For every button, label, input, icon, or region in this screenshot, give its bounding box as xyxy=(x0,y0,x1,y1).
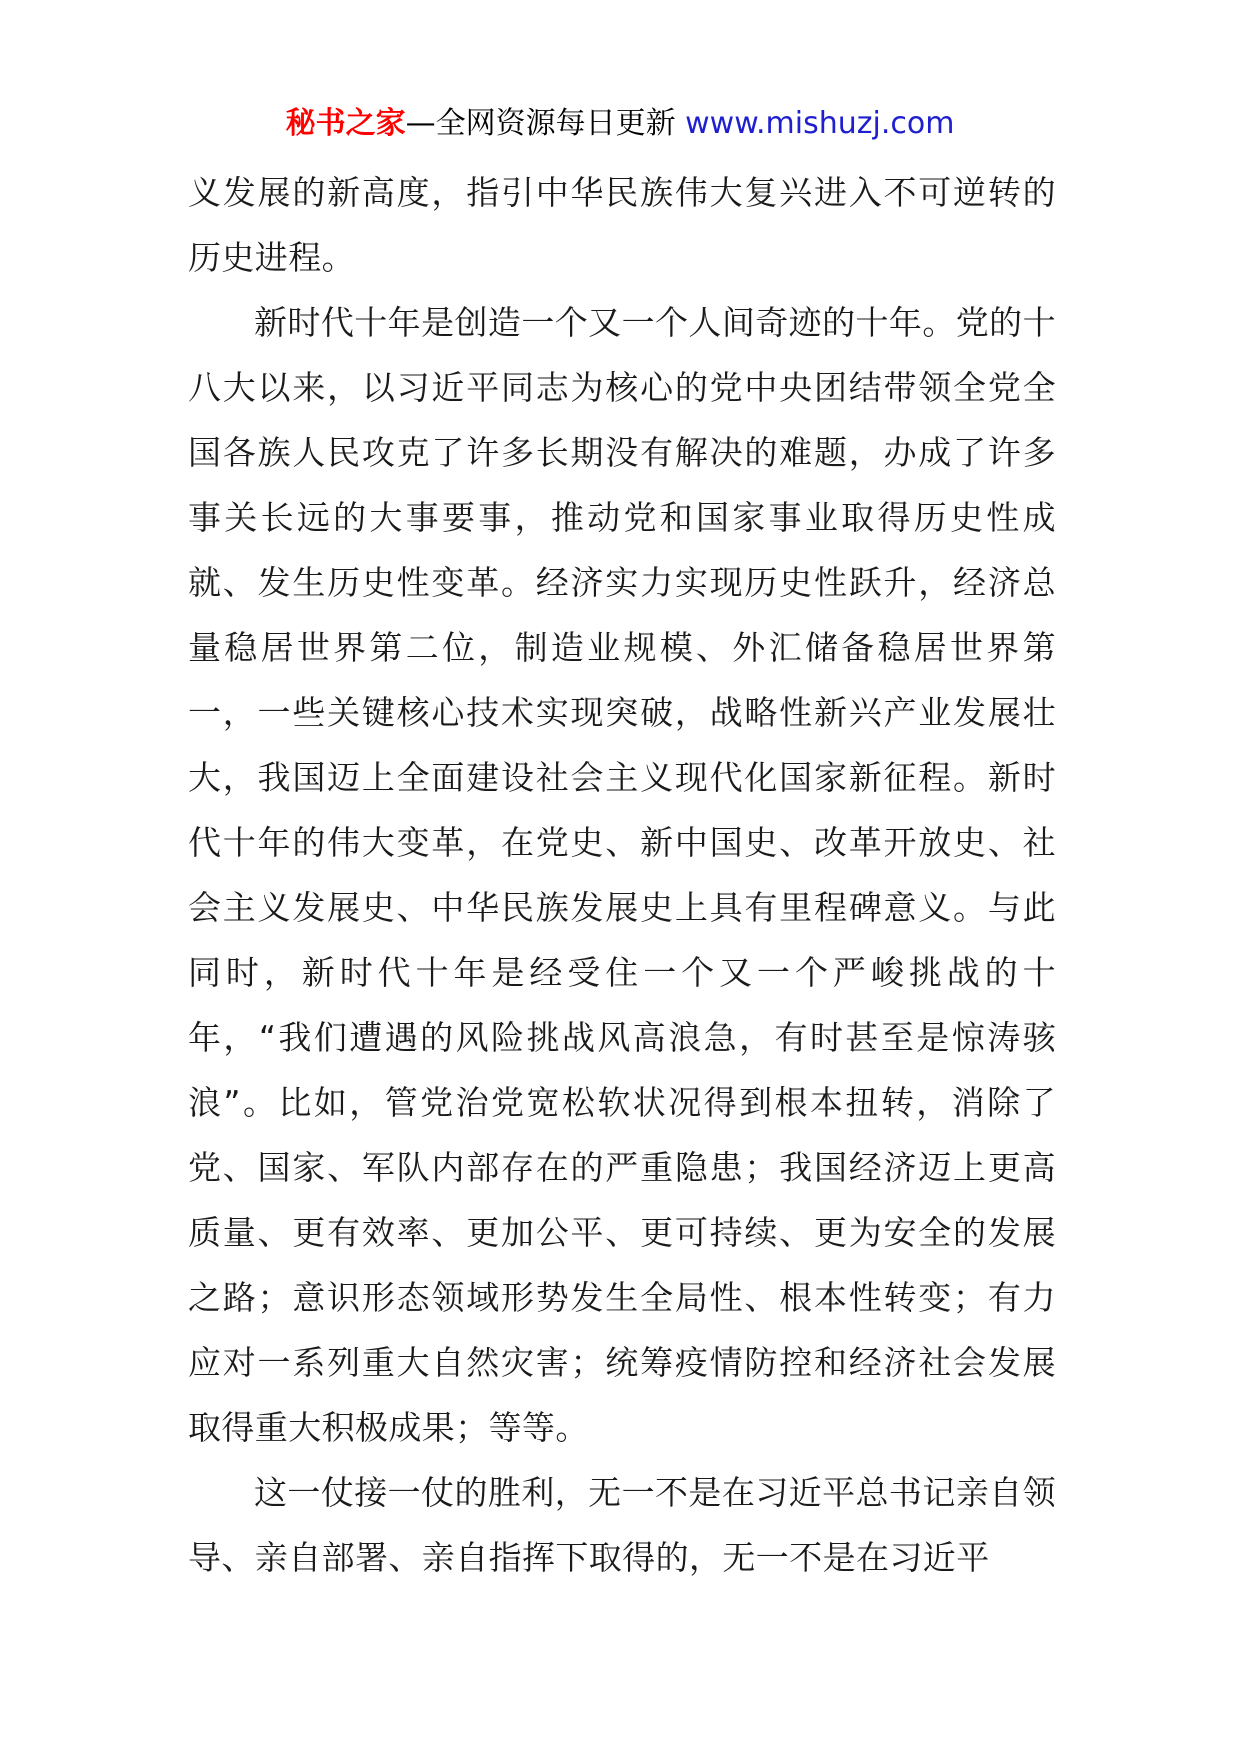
header-tagline: —全网资源每日更新 xyxy=(405,106,686,141)
paragraph-victories: 这一仗接一仗的胜利，无一不是在习近平总书记亲自领导、亲自部署、亲自指挥下取得的，无一不是在习近平 xyxy=(188,1473,1056,1577)
site-url-link[interactable]: www.mishuzj.com xyxy=(685,106,955,141)
paragraph-new-era: 新时代十年是创造一个又一个人间奇迹的十年。党的十八大以来，以习近平同志为核心的党中央团结带领全党全国各族人民攻克了许多长期没有解决的难题，办成了许多事关长远的大事要事，推动党和国家事业取得历史性成就、发生历史性变革。经济实力实现历史性跃升，经济总量稳居世界第二位，制造业规模、外汇储备稳居世界第一，一些关键核心技术实现突破，战略性新兴产业发展壮大，我国迈上全面建设社会主义现代化国家新征程。新时代十年的伟大变革，在党史、新中国史、改革开放史、社会主义发展史、中华民族发展史上具有里程碑意义。与此同时，新时代十年是经受住一个又一个严峻挑战的十年，“我们遭遇的风险挑战风高浪急，有时甚至是惊涛骇浪”。比如，管党治党宽松软状况得到根本扭转，消除了党、国家、军队内部存在的严重隐患；我国经济迈上更高质量、更有效率、更加公平、更可持续、更为安全的发展之路；意识形态领域形势发生全局性、根本性转变；有力应对一系列重大自然灾害；统筹疫情防控和经济社会发展取得重大积极成果；等等。 xyxy=(188,303,1056,1447)
paragraph-continuation: 义发展的新高度，指引中华民族伟大复兴进入不可逆转的历史进程。 xyxy=(188,173,1056,277)
watermark-header xyxy=(0,104,1240,144)
document-body xyxy=(188,160,1056,1590)
brand-name: 秘书之家 xyxy=(285,106,406,141)
